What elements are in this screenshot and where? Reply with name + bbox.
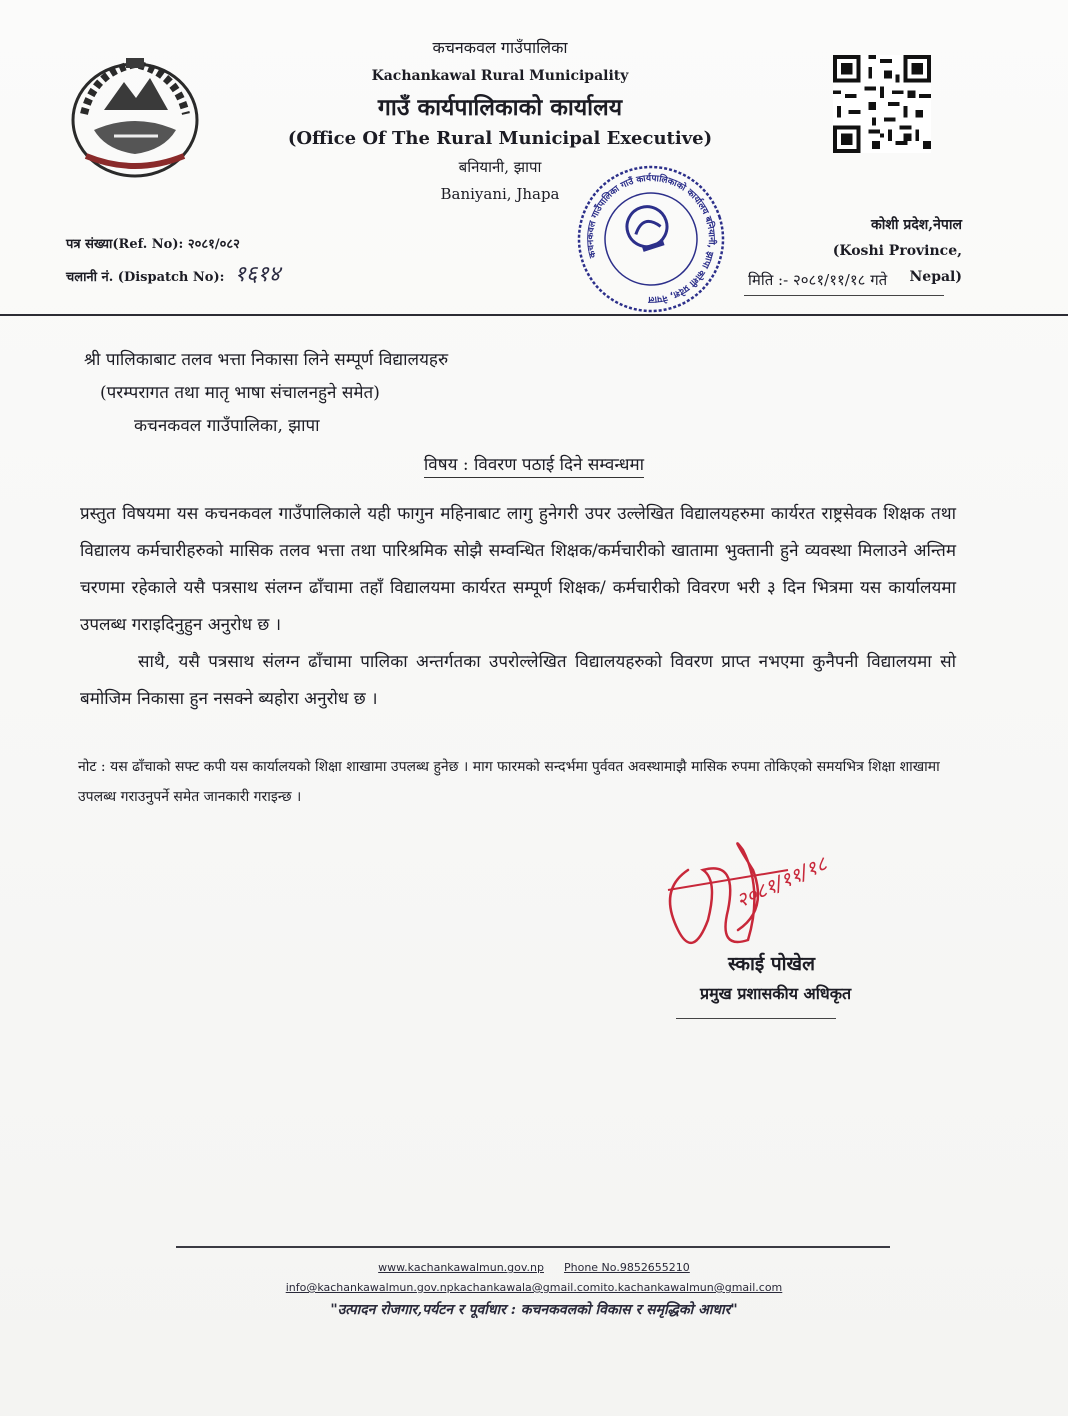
letter-date: मिति :- २०८१/११/१८ गते	[748, 271, 888, 289]
municipality-name-np: कचनकवल गाउँपालिका	[432, 38, 568, 57]
addressee-line-3: कचनकवल गाउँपालिका, झापा	[134, 416, 320, 436]
footer	[0, 1258, 1068, 1322]
note-text: नोट : यस ढाँचाको सफ्ट कपी यस कार्यालयको शिक्षा शाखामा उपलब्ध हुनेछ । माग फारमको सन्दर्भमा पुर्ववत अवस्थामाझै मासिक रुपमा तोकिएको समयभित्र शिक्षा शाखामा उपलब्ध गराउनुपर्ने समेत जानकारी गराइन्छ ।	[78, 759, 940, 805]
signature-underline	[676, 1018, 836, 1019]
dispatch-row	[66, 260, 280, 293]
footer-phone: Phone No.9852655210	[563, 1261, 690, 1274]
letter-body	[80, 496, 956, 718]
province-np: कोशी प्रदेश,नेपाल	[870, 217, 962, 233]
ref-number: पत्र संख्या(Ref. No): २०८१/०८२	[66, 237, 240, 252]
office-name-en: (Office Of The Rural Municipal Executive)	[287, 128, 713, 149]
province-en: (Koshi Province, Nepal)	[832, 243, 962, 285]
location-np: बनियानी, झापा	[458, 158, 542, 176]
addressee-block	[84, 344, 448, 443]
signatory-name: स्काई पोखेल	[728, 953, 815, 975]
header-divider	[0, 314, 1068, 316]
dispatch-label: चलानी नं. (Dispatch No):	[66, 270, 225, 285]
signatory-title: प्रमुख प्रशासकीय अधिकृत	[700, 984, 852, 1003]
addressee-line-2: (परम्परागत तथा मातृ भाषा संचालनहुने समेत)	[100, 383, 380, 403]
body-paragraph-2: साथै, यसै पत्रसाथ संलग्न ढाँचामा पालिका अन्तर्गतका उपरोल्लेखित विद्यालयहरुको विवरण प्राप्त नभएमा कुनैपनी विद्यालयमा सो बमोजिम निकासा हुन नसक्ने ब्यहोरा अनुरोध छ ।	[80, 652, 956, 709]
svg-text:कचनकवल गाउँपालिका गाउँ कार्यपा	[568, 160, 734, 318]
footer-contact-row	[0, 1258, 1068, 1278]
stamp-ring-text: कचनकवल गाउँपालिका गाउँ कार्यपालिकाको कार्यालय बनियानी, झापा कोशी प्रदेश, नेपाल	[585, 173, 717, 305]
signature-date: २०८१/११/१८	[732, 851, 831, 913]
qr-code-icon	[832, 55, 932, 153]
subject-line	[0, 452, 1068, 475]
reference-block	[66, 230, 280, 293]
office-name-np: गाउँ कार्यपालिकाको कार्यालय	[377, 94, 623, 121]
addressee-line-1: श्री पालिकाबाट तलव भत्ता निकासा लिने सम्पूर्ण विद्यालयहरु	[84, 350, 449, 370]
nepal-emblem-icon	[64, 52, 206, 180]
subject-text: विषय : विवरण पठाई दिने सम्वन्धमा	[424, 455, 644, 478]
footer-emails[interactable]: info@kachankawalmun.gov.npkachankawala@gmail.comito.kachankawalmun@gmail.com	[285, 1281, 783, 1294]
municipality-name-en: Kachankawal Rural Municipality	[371, 68, 629, 84]
dispatch-number: १६१४	[234, 262, 281, 287]
footer-divider	[176, 1246, 890, 1248]
footer-slogan: "उत्पादन रोजगार,पर्यटन र पूर्वाधार : कचनकवलको विकास र समृद्धिको आधार"	[330, 1302, 738, 1318]
location-en: Baniyani, Jhapa	[440, 185, 560, 203]
body-paragraph-1: प्रस्तुत विषयमा यस कचनकवल गाउँपालिकाले यही फागुन महिनाबाट लागु हुनेगरी उपर उल्लेखित विद्यालयहरुमा कार्यरत राष्ट्रसेवक शिक्षक तथा विद्यालय कर्मचारीहरुको मासिक तलव भत्ता तथा पारिश्रमिक सोझै सम्वन्धित शिक्षक/कर्मचारीको खातामा भुक्तानी हुने व्यवस्था मिलाउने अन्तिम चरणमा रहेकाले यसै पत्रसाथ संलग्न ढाँचामा तहाँ विद्यालयमा कार्यरत सम्पूर्ण शिक्षक/ कर्मचारीको विवरण भरी ३ दिन भित्रमा यस कार्यालयमा उपलब्ध गराइदिनुहुन अनुरोध छ ।	[80, 504, 956, 635]
footer-website[interactable]: www.kachankawalmun.gov.np	[378, 1261, 544, 1274]
date-underline	[744, 295, 944, 296]
office-seal-stamp	[568, 160, 734, 318]
